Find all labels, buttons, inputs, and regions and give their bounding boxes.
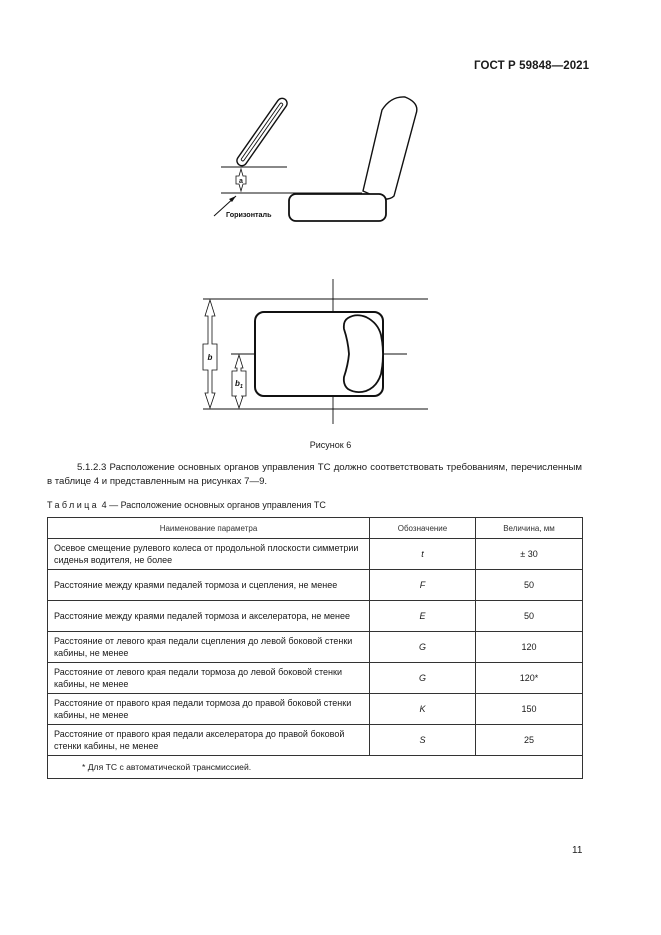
param-name: Расстояние от правого края педали акселератора до правой боковой стенки кабины, не менее xyxy=(48,725,370,756)
param-symbol: G xyxy=(370,663,476,694)
table-row xyxy=(48,663,583,694)
dim-b-label: b xyxy=(207,353,213,362)
table-row xyxy=(48,632,583,663)
table-header-row xyxy=(48,518,583,539)
param-name: Расстояние между краями педалей тормоза и сцепления, не менее xyxy=(48,570,370,601)
table-row xyxy=(48,539,583,570)
header-value: Величина, мм xyxy=(476,518,583,539)
table-title-prefix: Таблица xyxy=(47,500,100,510)
figure-top-view xyxy=(0,0,661,440)
dim-b1-subscript: 1 xyxy=(239,384,243,390)
gap-label: a xyxy=(239,178,243,185)
param-value: 50 xyxy=(476,570,583,601)
paragraph-text: Расположение основных органов управления ТС должно соответствовать требованиям, перечисленным в таблице 4 и представленным на рисунках 7—9. xyxy=(47,462,582,487)
backrest-plan-shape xyxy=(344,315,383,392)
param-name: Расстояние от левого края педали сцепления до левой боковой стенки кабины, не менее xyxy=(48,632,370,663)
paragraph-5-1-2-3 xyxy=(47,461,582,489)
table-footnote-row xyxy=(48,756,583,779)
param-name: Осевое смещение рулевого колеса от продольной плоскости симметрии сиденья водителя, не более xyxy=(48,539,370,570)
param-symbol: K xyxy=(370,694,476,725)
param-value: 150 xyxy=(476,694,583,725)
param-name: Расстояние от левого края педали тормоза до левой боковой стенки кабины, не менее xyxy=(48,663,370,694)
param-name: Расстояние между краями педалей тормоза и акселератора, не менее xyxy=(48,601,370,632)
table-footnote: * Для ТС с автоматической трансмиссией. xyxy=(48,756,583,779)
page-number: 11 xyxy=(572,845,583,856)
param-value: 120 xyxy=(476,632,583,663)
param-value: 50 xyxy=(476,601,583,632)
param-symbol: F xyxy=(370,570,476,601)
table-row xyxy=(48,570,583,601)
param-symbol: E xyxy=(370,601,476,632)
parameters-table xyxy=(47,517,583,779)
param-name: Расстояние от правого края педали тормоза до правой боковой стенки кабины, не менее xyxy=(48,694,370,725)
param-value: 25 xyxy=(476,725,583,756)
table-row xyxy=(48,694,583,725)
param-symbol: S xyxy=(370,725,476,756)
figure-caption: Рисунок 6 xyxy=(309,440,352,450)
param-value: 120* xyxy=(476,663,583,694)
param-symbol: t xyxy=(370,539,476,570)
header-name: Наименование параметра xyxy=(48,518,370,539)
table-row xyxy=(48,725,583,756)
paragraph-number: 5.1.2.3 xyxy=(77,462,107,473)
param-symbol: G xyxy=(370,632,476,663)
header-symbol: Обозначение xyxy=(370,518,476,539)
table-row xyxy=(48,601,583,632)
table-title-rest: 4 — Расположение основных органов управления ТС xyxy=(99,500,326,510)
param-value: ± 30 xyxy=(476,539,583,570)
horizon-label: Горизонталь xyxy=(226,210,272,219)
document-code: ГОСТ Р 59848—2021 xyxy=(474,60,590,72)
dim-b1-label: b xyxy=(235,379,240,388)
table-title xyxy=(47,500,326,510)
